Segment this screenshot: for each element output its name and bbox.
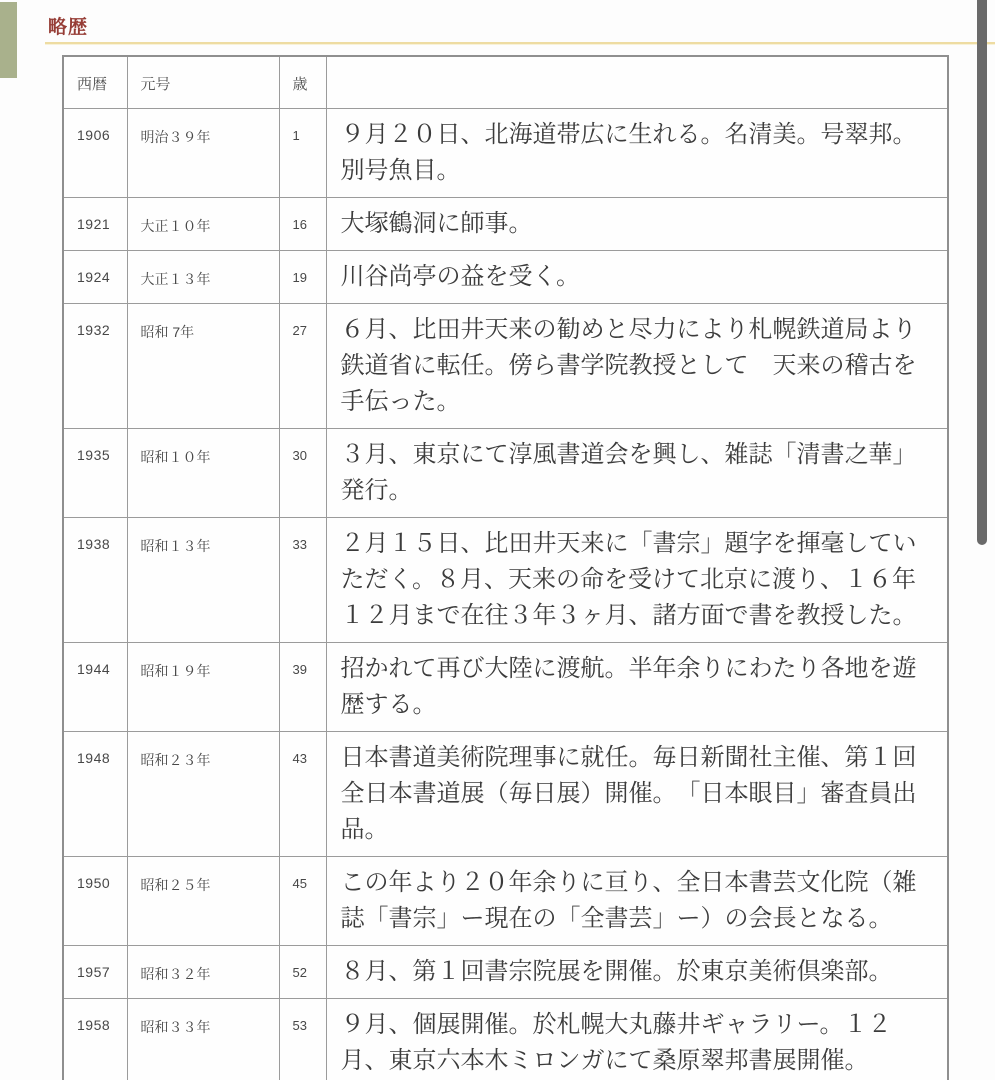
cell-description: ９月２０日、北海道帯広に生れる。名清美。号翠邦。別号魚目。 (326, 108, 948, 197)
cell-age: 27 (279, 303, 326, 428)
cell-description: この年より２０年余りに亘り、全日本書芸文化院（雑誌「書宗」ー現在の「全書芸」ー）の会長となる。 (326, 856, 948, 945)
cell-description: ８月、第１回書宗院展を開催。於東京美術倶楽部。 (326, 945, 948, 998)
table-row (63, 642, 948, 731)
cell-era: 明治３９年 (127, 108, 279, 197)
left-edge-fragment (0, 2, 17, 78)
cell-year: 1957 (63, 945, 127, 998)
cell-era: 昭和２５年 (127, 856, 279, 945)
table-row (63, 250, 948, 303)
cell-description: ３月、東京にて淳風書道会を興し、雑誌「清書之華」発行。 (326, 428, 948, 517)
cell-age: 33 (279, 517, 326, 642)
cell-year: 1924 (63, 250, 127, 303)
cell-era: 昭和３３年 (127, 998, 279, 1080)
table-row (63, 428, 948, 517)
table-row (63, 108, 948, 197)
cell-description: ９月、個展開催。於札幌大丸藤井ギャラリー。１２月、東京六本木ミロンガにて桑原翠邦書展開催。 (326, 998, 948, 1080)
table-header-row (63, 56, 948, 108)
cell-era: 昭和 7年 (127, 303, 279, 428)
cell-year: 1935 (63, 428, 127, 517)
cell-year: 1948 (63, 731, 127, 856)
column-header-description (326, 56, 948, 108)
cell-description: 日本書道美術院理事に就任。毎日新聞社主催、第１回全日本書道展（毎日展）開催。 「日本眼目」審査員出品。 (326, 731, 948, 856)
cell-era: 大正１３年 (127, 250, 279, 303)
cell-year: 1932 (63, 303, 127, 428)
column-header-era: 元号 (127, 56, 279, 108)
cell-description: 招かれて再び大陸に渡航。半年余りにわたり各地を遊歴する。 (326, 642, 948, 731)
cell-age: 53 (279, 998, 326, 1080)
cell-era: 昭和２３年 (127, 731, 279, 856)
cell-description: 川谷尚亭の益を受く。 (326, 250, 948, 303)
cell-year: 1950 (63, 856, 127, 945)
cell-age: 52 (279, 945, 326, 998)
cell-age: 39 (279, 642, 326, 731)
chronology-table (62, 55, 949, 1080)
cell-year: 1938 (63, 517, 127, 642)
cell-era: 昭和３２年 (127, 945, 279, 998)
table-row (63, 856, 948, 945)
cell-year: 1906 (63, 108, 127, 197)
cell-era: 大正１０年 (127, 197, 279, 250)
cell-year: 1958 (63, 998, 127, 1080)
cell-age: 43 (279, 731, 326, 856)
cell-age: 16 (279, 197, 326, 250)
cell-description: 大塚鶴洞に師事。 (326, 197, 948, 250)
cell-age: 1 (279, 108, 326, 197)
cell-year: 1944 (63, 642, 127, 731)
table-row (63, 517, 948, 642)
column-header-age: 歳 (279, 56, 326, 108)
table-body (63, 108, 948, 1080)
cell-description: ２月１５日、比田井天来に「書宗」題字を揮毫していただく。８月、天来の命を受けて北京に渡り、１６年１２月まで在往３年３ヶ月、諸方面で書を教授した。 (326, 517, 948, 642)
cell-era: 昭和１０年 (127, 428, 279, 517)
table-row (63, 731, 948, 856)
column-header-year: 西暦 (63, 56, 127, 108)
cell-age: 30 (279, 428, 326, 517)
cell-age: 19 (279, 250, 326, 303)
cell-age: 45 (279, 856, 326, 945)
cell-era: 昭和１３年 (127, 517, 279, 642)
table-row (63, 945, 948, 998)
table-row (63, 197, 948, 250)
table-row (63, 998, 948, 1080)
cell-description: ６月、比田井天来の勧めと尽力により札幌鉄道局より鉄道省に転任。傍ら書学院教授として 天来の稽古を手伝った。 (326, 303, 948, 428)
cell-year: 1921 (63, 197, 127, 250)
cell-era: 昭和１９年 (127, 642, 279, 731)
scrollbar-thumb[interactable] (977, 0, 987, 545)
title-divider (45, 42, 995, 45)
page-title: 略歴 (48, 17, 89, 38)
table-row (63, 303, 948, 428)
